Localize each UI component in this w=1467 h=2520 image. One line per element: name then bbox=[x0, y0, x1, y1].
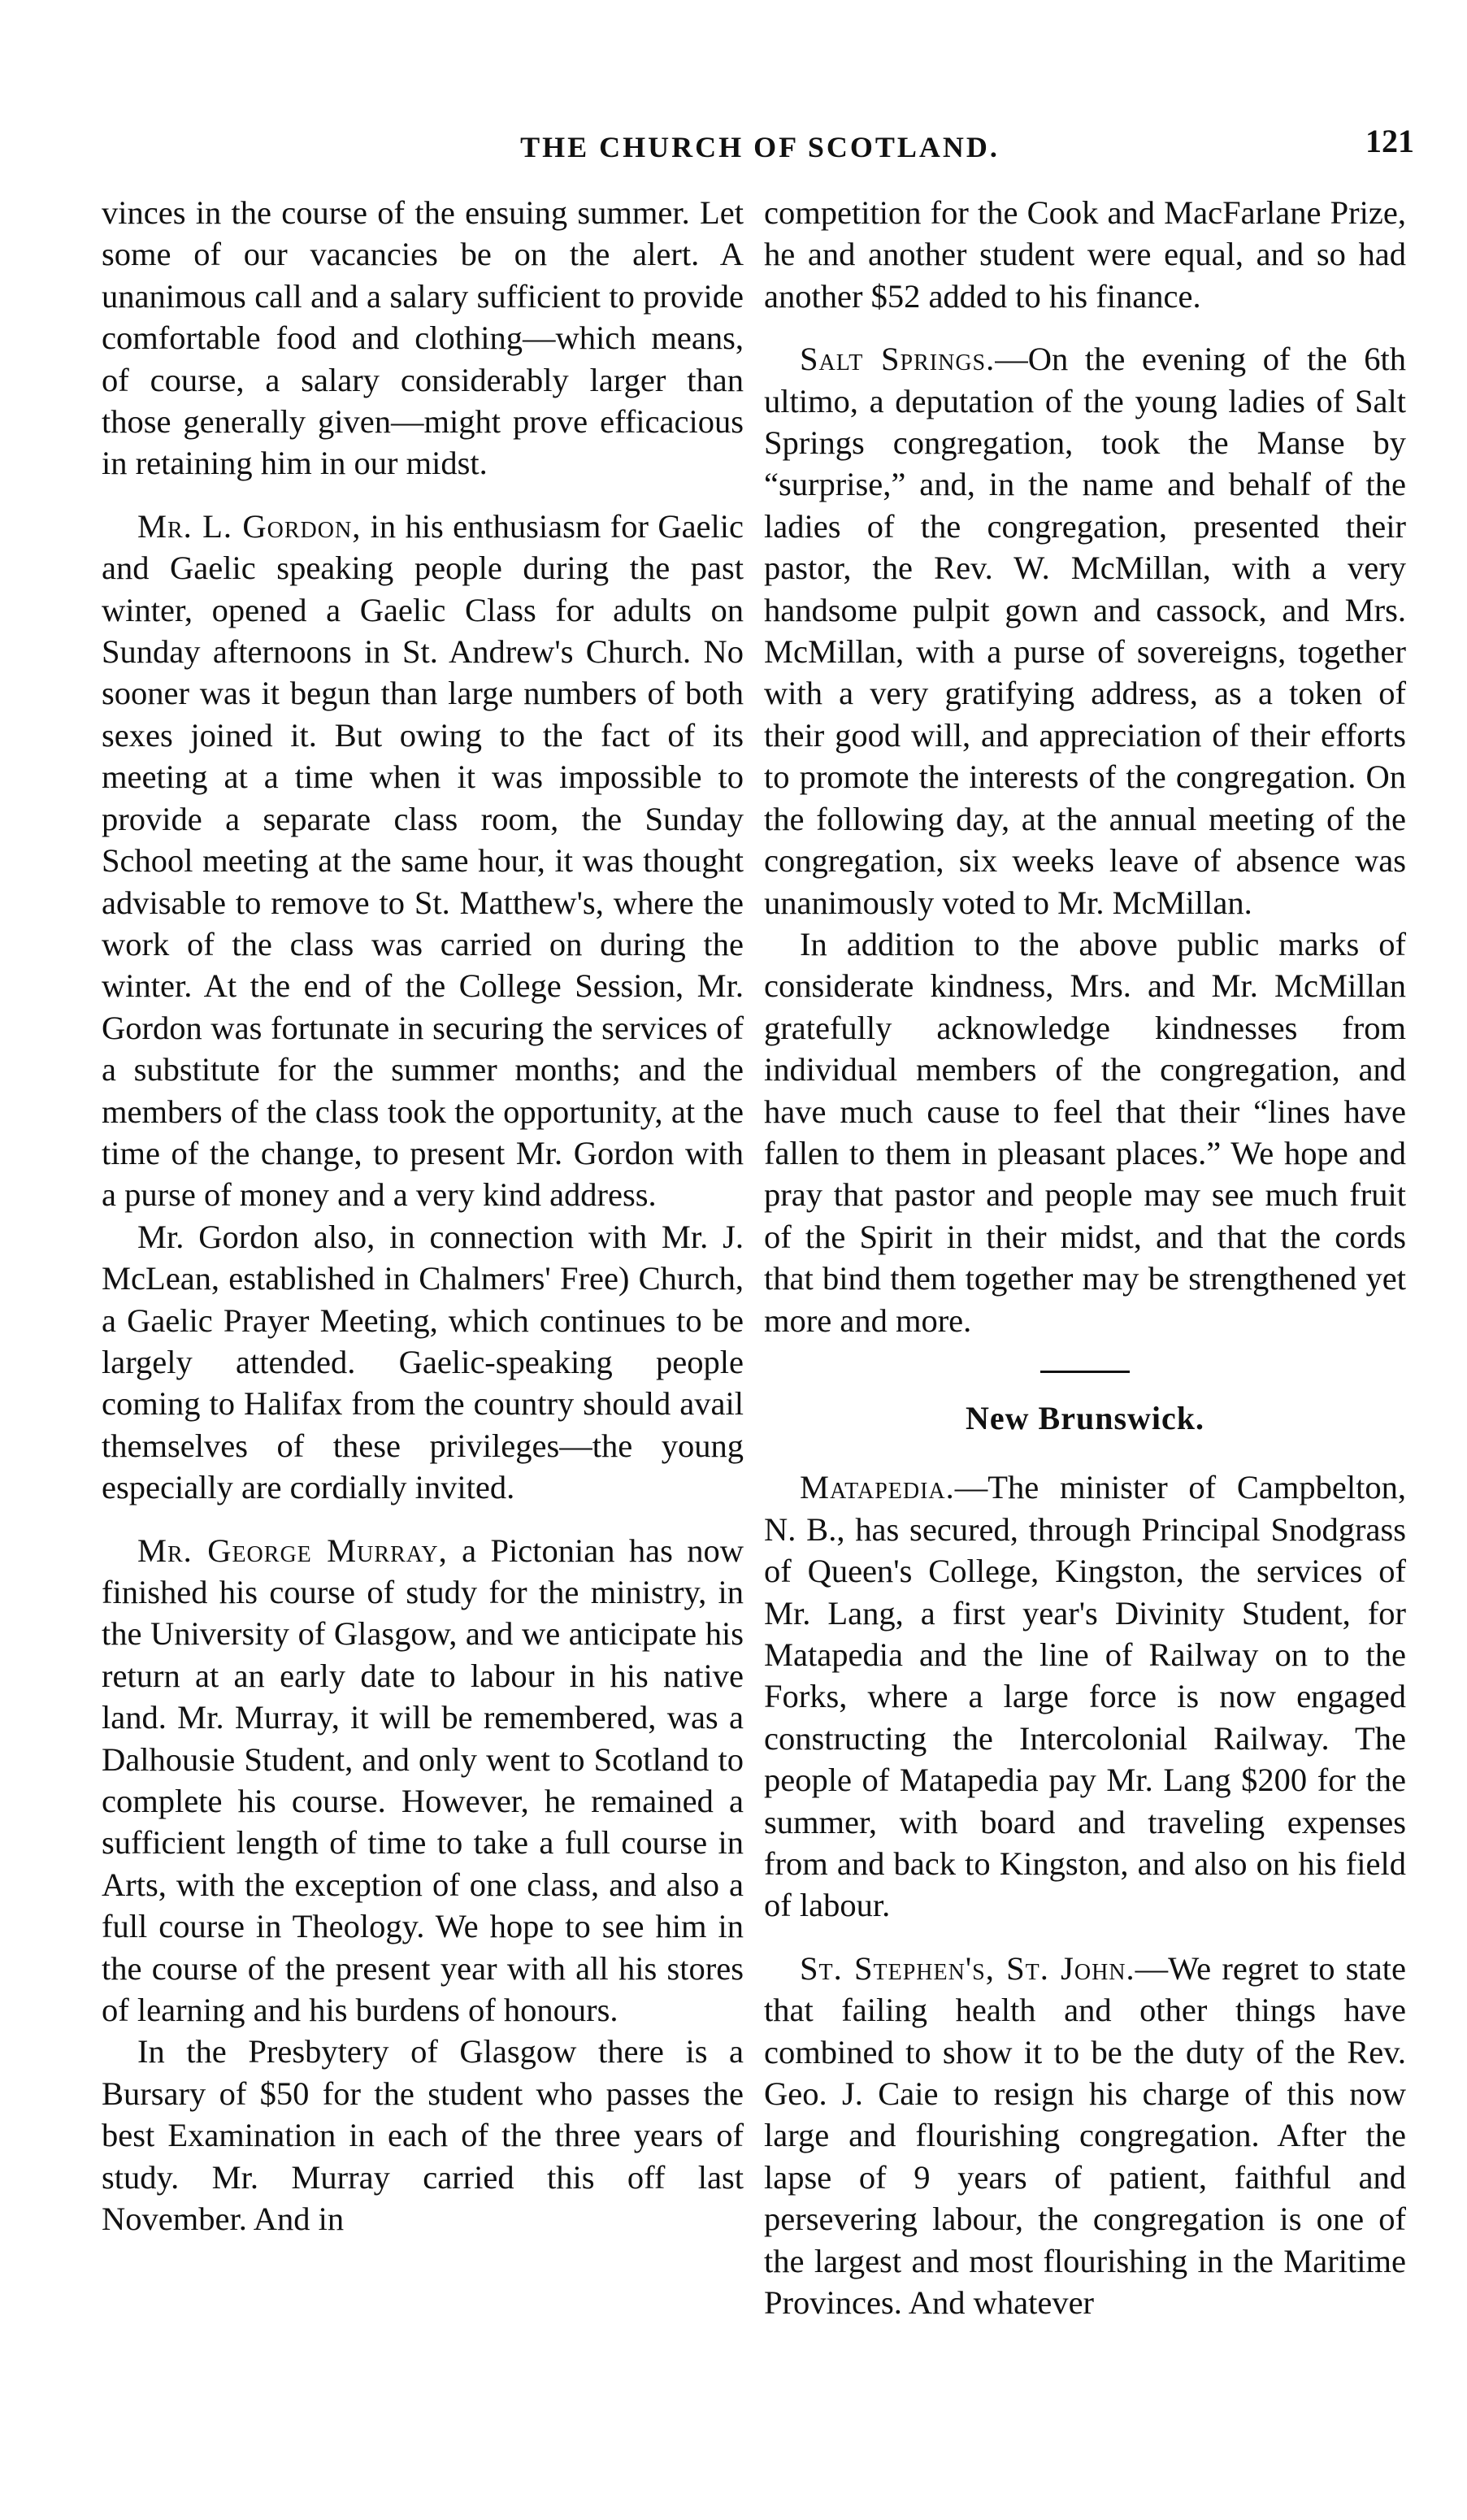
paragraph-body: —On the evening of the 6th ultimo, a deputation of the young ladies of Salt Springs congregation, took the Manse by “surprise,” and, in the name and behalf of the ladies of the congregation, presented their pastor, the Rev. W. McMillan, with a very handsome pulpit gown and cassock, and Mrs. McMillan, with a purse of sovereigns, together with a very gratifying address, as a token of their good will, and appreciation of their efforts to promote the interests of the congregation. On the following day, at the annual meeting of the congregation, six weeks leave of absence was unanimously voted to Mr. McMillan. bbox=[764, 341, 1406, 921]
page-header bbox=[106, 98, 1414, 163]
running-title: THE CHURCH OF SCOTLAND. bbox=[520, 131, 1000, 163]
paragraph-gaelic-prayer: Mr. Gordon also, in connection with Mr. J. McLean, established in Chalmers' Free) Church, a Gaelic Prayer Meeting, which continues to be largely attended. Gaelic-speaking people coming to Halifax from the country should avail themselves of these privileges—the young especially are cordially invited. bbox=[102, 1218, 744, 1506]
paragraph-lead: Mr. L. Gordon, bbox=[137, 507, 362, 545]
paragraph-matapedia bbox=[764, 1466, 1406, 1926]
left-column bbox=[102, 192, 744, 2240]
paragraph-bursary: In the Presbytery of Glasgow there is a Bursary of $50 for the student who passes the best Examination in each of the three years of study. Mr. Murray carried this off last November. And in bbox=[102, 2033, 744, 2238]
paragraph-continuation: competition for the Cook and MacFarlane Prize, he and another student were equal, and so had another $52 added to his finance. bbox=[764, 194, 1406, 315]
paragraph-lead: Mr. George Murray, bbox=[137, 1532, 448, 1569]
paragraph-body: in his enthusiasm for Gaelic and Gaelic speaking people during the past winter, opened a Gaelic Class for adults on Sunday afternoons in St. Andrew's Church. No sooner was it begun than large numbers of both sexes joined it. But owing to the fact of its meeting at a time when it was impossible to provide a separate class room, the Sunday School meeting at the same hour, it was thought advisable to remove to St. Matthew's, where the work of the class was carried on during the winter. At the end of the College Session, Mr. Gordon was fortunate in securing the services of a substitute for the summer months; and the members of the class took the opportunity, at the time of the change, to present Mr. Gordon with a purse of money and a very kind address. bbox=[102, 507, 744, 1214]
paragraph-lead: Salt Springs. bbox=[800, 341, 996, 378]
paragraph-body: a Pictonian has now finished his course of study for the ministry, in the University of Glasgow, and we anticipate his return at an early date to labour in his native land. Mr. Murray, it will be remembered, was a Dalhousie Student, and only went to Scotland to complete his course. However, he remained a sufficient length of time to take a full course in Arts, with the exception of one class, and also a full course in Theology. We hope to see him in the course of the present year with all his stores of learning and his burdens of honours. bbox=[102, 1532, 744, 2029]
paragraph-lead: Matapedia. bbox=[800, 1469, 955, 1506]
paragraph-gordon bbox=[102, 506, 744, 1216]
right-column bbox=[764, 192, 1406, 2324]
paragraph-body: —We regret to state that failing health and other things have combined to show it to be the duty of the Rev. Geo. J. Caie to resign his charge of this now large and flourishing congregation. After the lapse of 9 years of patient, faithful and persevering labour, the congregation is one of the largest and most flourishing in the Maritime Provinces. And whatever bbox=[764, 1949, 1406, 2322]
paragraph-murray bbox=[102, 1530, 744, 2031]
page-number: 121 bbox=[1365, 123, 1414, 159]
paragraph-continuation: vinces in the course of the ensuing summer. Let some of our vacancies be on the alert. A unanimous call and a salary sufficient to provide comfortable food and clothing—which means, of course, a salary considerably larger than those generally given—might prove efficacious in retaining him in our midst. bbox=[102, 194, 744, 482]
paragraph-body: —The minister of Campbelton, N. B., has secured, through Principal Snodgrass of Queen's College, Kingston, the services of Mr. Lang, a first year's Divinity Student, for Matapedia and the line of Railway on to the Forks, where a large force is now engaged constructing the Intercolonial Railway. The people of Matapedia pay Mr. Lang $200 for the summer, with board and traveling expenses from and back to Kingston, and also on his field of labour. bbox=[764, 1469, 1406, 1924]
paragraph-st-stephens bbox=[764, 1948, 1406, 2324]
paragraph-lead: St. Stephen's, St. John. bbox=[800, 1949, 1135, 1987]
paragraph-acknowledgement: In addition to the above public marks of considerate kindness, Mrs. and Mr. McMillan gratefully acknowledge kindnesses from individual members of the congregation, and have much cause to feel that their “lines have fallen to them in pleasant places.” We hope and pray that pastor and people may see much fruit of the Spirit in their midst, and that the cords that bind them together may be strengthened yet more and more. bbox=[764, 925, 1406, 1339]
section-heading: New Brunswick. bbox=[965, 1399, 1205, 1436]
paragraph-salt-springs bbox=[764, 338, 1406, 923]
section-divider bbox=[1040, 1371, 1130, 1373]
